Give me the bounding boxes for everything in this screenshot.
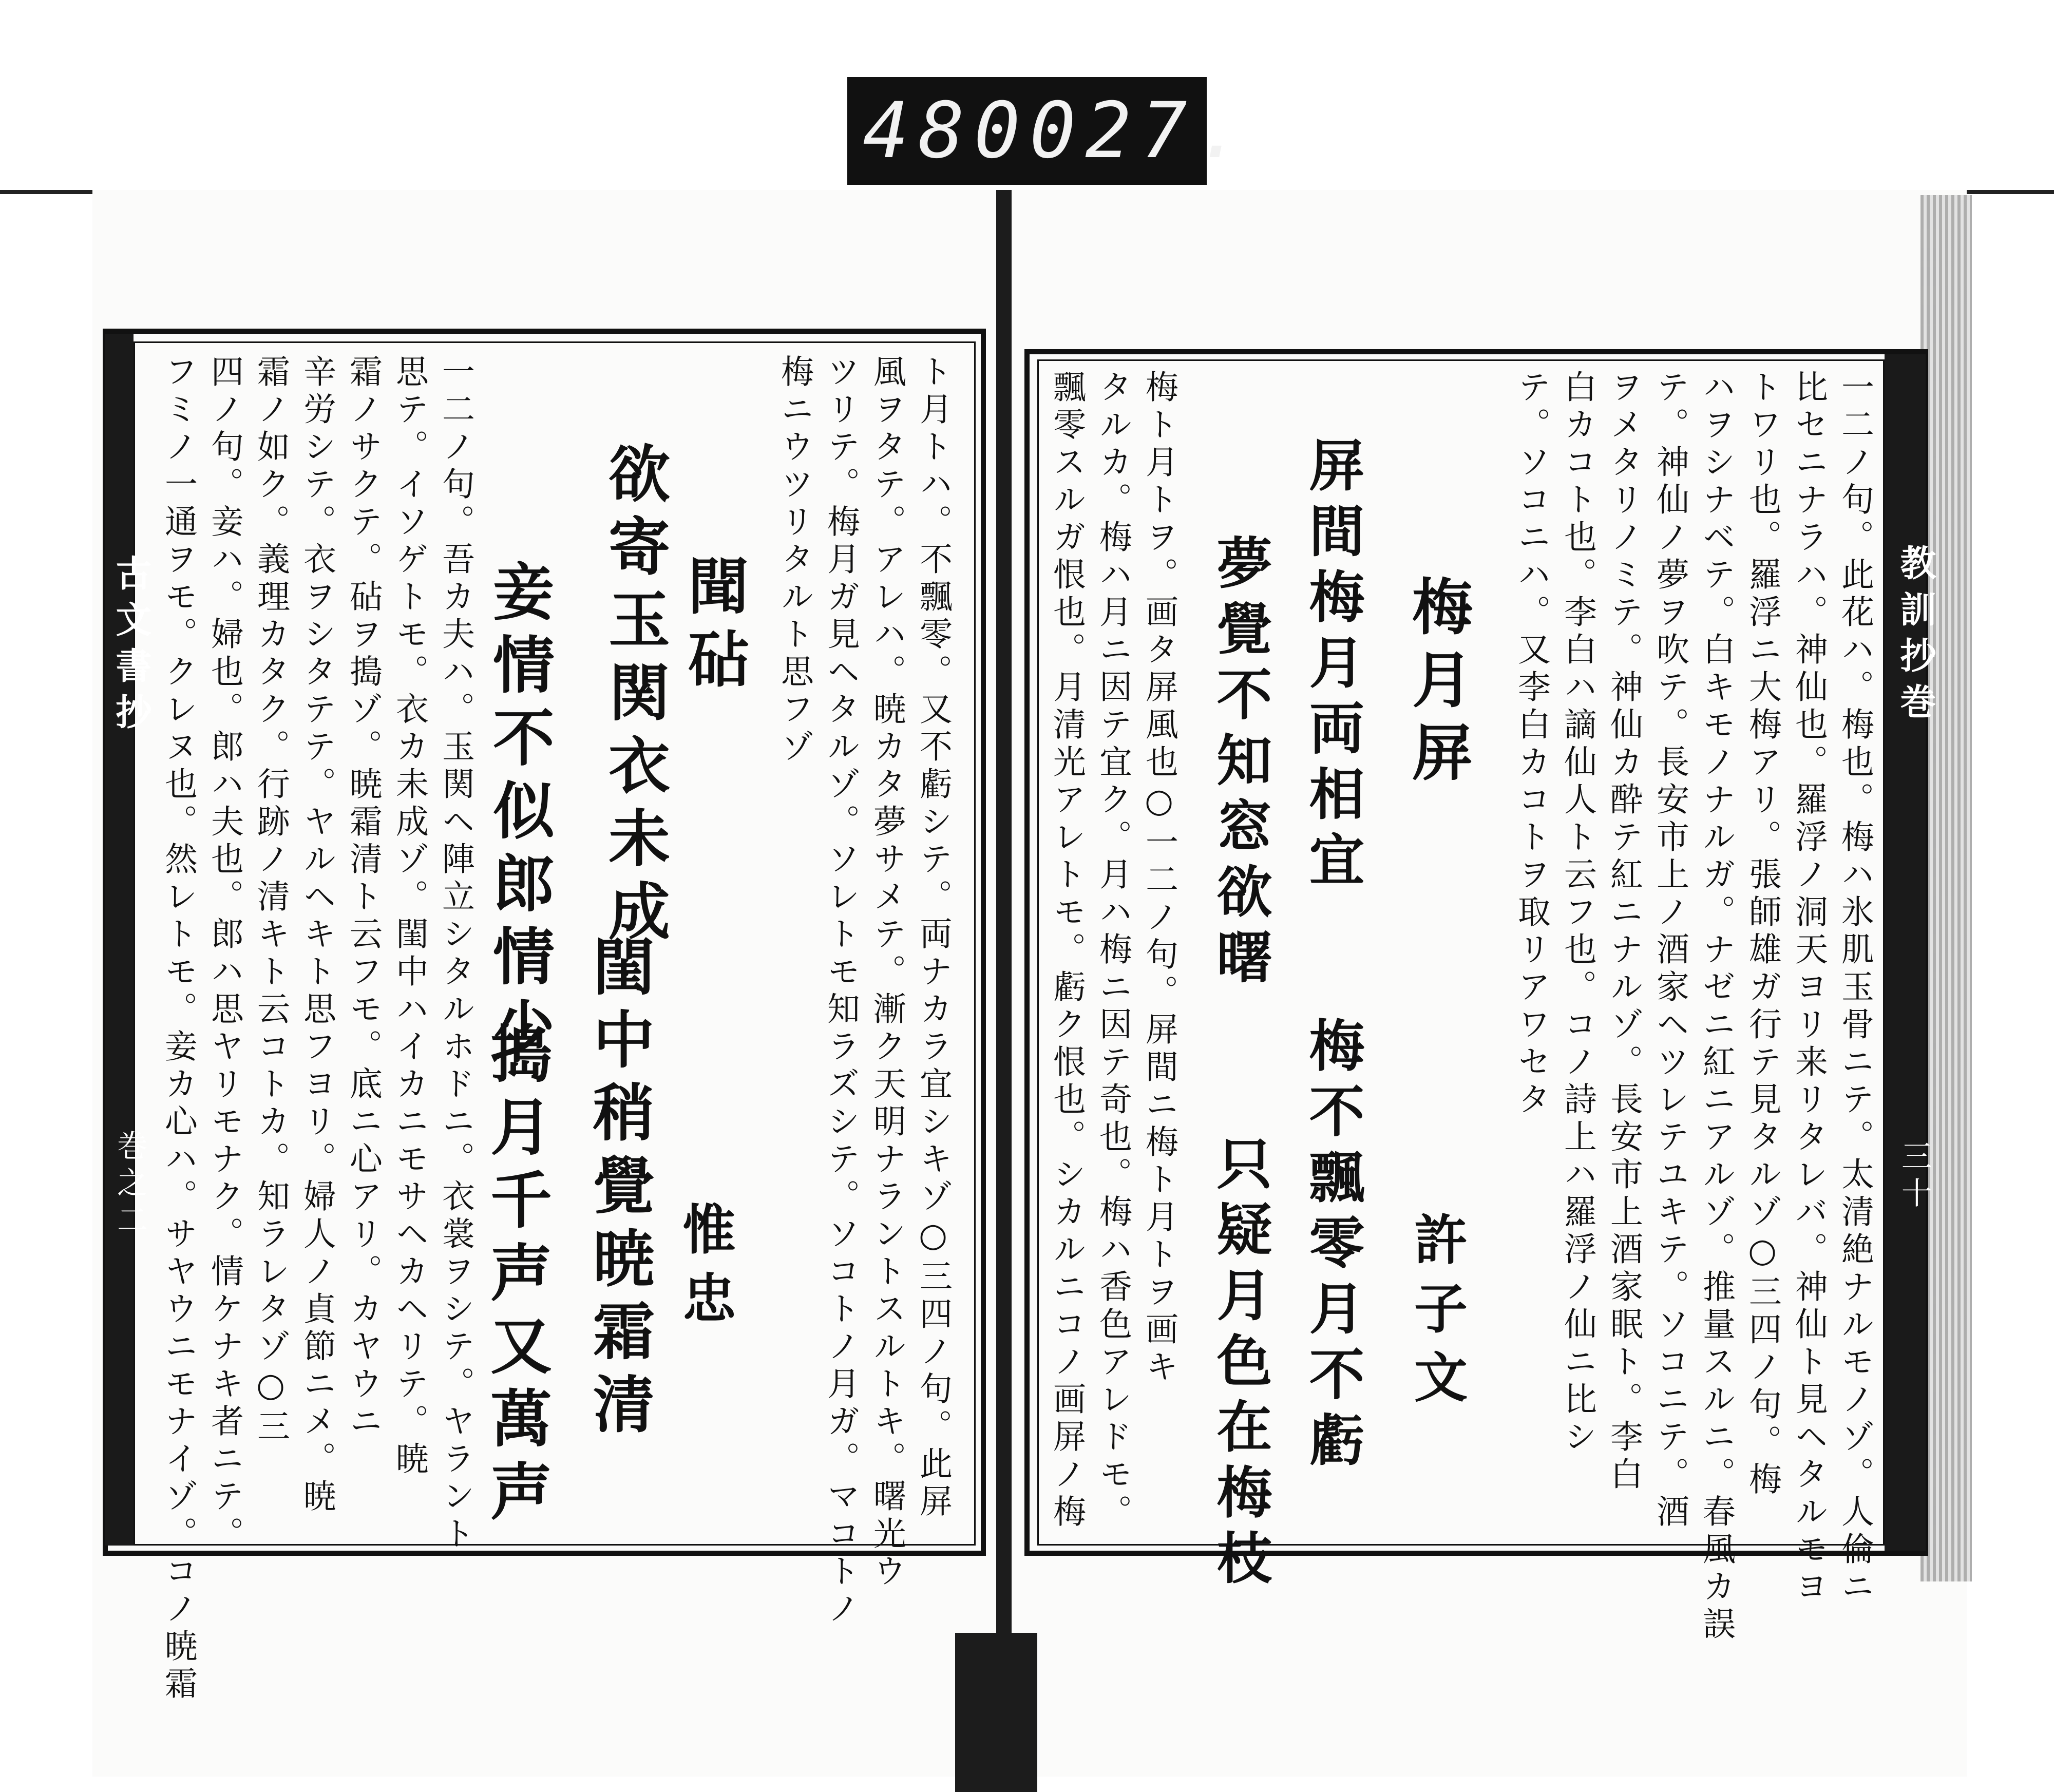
gloss-line: 辛労シテ。衣ヲシタテテ。ヤルヘキト思フヨリ。婦人ノ貞節ニメ。暁 — [298, 354, 336, 1516]
gloss-line: 梅ト月トヲ。画タ屏風也○一二ノ句。屏間ニ梅ト月トヲ画キ — [1140, 370, 1178, 1387]
right-margin-folio: 三十 — [1896, 1140, 1932, 1214]
poem-author: 許子文 — [1405, 1212, 1468, 1418]
left-margin-folio: 巻之二 — [112, 1130, 148, 1241]
poem-line: 只疑月色在梅枝 — [1207, 1135, 1272, 1595]
gloss-line: 一二ノ句。此花ハ。梅也。梅ハ氷肌玉骨ニテ。太清絶ナルモノゾ。人倫ニ — [1836, 370, 1874, 1607]
gloss-line: フミノ一通ヲモ。クレヌ也。然レトモ。妾カ心ハ。サヤウニモナイゾ。コノ暁霜 — [159, 354, 197, 1704]
gloss-line: ハヲシナベテ。白キモノナルガ。ナゼニ紅ニアルゾ。推量スルニ。春風カ誤 — [1697, 370, 1735, 1644]
poem-line: 閨中稍覺暁霜清 — [583, 935, 655, 1445]
poem-title: 梅月屏 — [1402, 575, 1473, 794]
page-stack-edge — [1920, 195, 1972, 1581]
gloss-line: 思テ。イソゲトモ。衣カ未成ゾ。閨中ハイカニモサヘカヘリテ。暁 — [390, 354, 428, 1479]
poem-line: 屏間梅月両相宜 — [1300, 436, 1364, 897]
gloss-line: 四ノ句。妾ハ。婦也。郎ハ夫也。郎ハ思ヤリモナク。情ケナキ者ニテ。 — [205, 354, 243, 1554]
gloss-line: タルカ。梅ハ月ニ因テ宜ク。月ハ梅ニ因テ奇也。梅ハ香色アレドモ。 — [1094, 370, 1132, 1532]
gloss-line: 一二ノ句。吾カ夫ハ。玉関ヘ陣立シタルホドニ。衣裳ヲシテ。ヤラント — [436, 354, 474, 1554]
carry-gloss-line: 梅ニウツリタルト思フゾ — [775, 354, 813, 767]
left-margin-title: 古文書抄 — [110, 555, 153, 739]
gloss-line: ヲメタリノミテ。神仙カ酔テ紅ニナルゾ。長安市上酒家眠ト。李白 — [1605, 370, 1643, 1494]
binding-gutter-base — [955, 1633, 1037, 1792]
gloss-line: 白カコト也。李白ハ謫仙人ト云フ也。コノ詩上ハ羅浮ノ仙ニ比シ — [1558, 370, 1596, 1457]
gloss-line: 霜ノサクテ。砧ヲ搗ゾ。暁霜清ト云フモ。底ニ心アリ。カヤウニ — [344, 354, 382, 1441]
carry-gloss-line: ト月トハ。不飄零。又不虧シテ。両ナカラ宜シキゾ○三四ノ句。此屏 — [914, 354, 952, 1521]
poem-title: 聞砧 — [678, 555, 749, 700]
right-margin-strip — [1885, 354, 1926, 1551]
binding-gutter — [996, 190, 1012, 1792]
poem-line: 妾情不似郎情少 — [483, 560, 555, 1070]
gloss-line: テ。ソコニハ。又李白カコトヲ取リアワセタ — [1512, 370, 1550, 1119]
poem-line: 搗月千声又萬声 — [480, 1022, 553, 1532]
poem-line: 梅不飄零月不虧 — [1300, 1017, 1364, 1477]
carry-gloss-line: 風ヲタテ。アレハ。暁カタ夢サメテ。漸ク天明ナラントスルトキ。曙光ウ — [868, 354, 906, 1591]
call-number-part-1: 480 — [863, 86, 1030, 176]
carry-gloss-line: ツリテ。梅月ガ見ヘタルゾ。ソレトモ知ラズシテ。ソコトノ月ガ。マコトノ — [822, 354, 860, 1629]
archive-call-number-label — [847, 77, 1252, 185]
call-number-part-2: 027. — [1029, 86, 1252, 176]
left-margin-strip — [105, 334, 134, 1546]
gloss-line: テ。神仙ノ夢ヲ吹テ。長安市上ノ酒家ヘツレテユキテ。ソコニテ。酒 — [1651, 370, 1689, 1532]
poem-line: 夢覺不知窓欲曙 — [1207, 534, 1272, 994]
gloss-line: 飄零スルガ恨也。月清光アレトモ。虧ク恨也。シカルニコノ画屏ノ梅 — [1048, 370, 1086, 1532]
right-margin-title: 教訓抄巻 — [1894, 544, 1937, 729]
gloss-line: 霜ノ如ク。義理カタク。行跡ノ清キト云コトカ。知ラレタゾ○三 — [252, 354, 290, 1446]
gloss-line: 比セニナラハ。神仙也。羅浮ノ洞天ヨリ来リタレバ。神仙ト見ヘタルモヨ — [1790, 370, 1828, 1607]
poem-author: 惟忠 — [673, 1202, 736, 1339]
gloss-line: トワリ也。羅浮ニ大梅アリ。張師雄ガ行テ見タルゾ○三四ノ句。梅 — [1743, 370, 1781, 1499]
poem-line: 欲寄玉関衣未成 — [598, 442, 671, 952]
